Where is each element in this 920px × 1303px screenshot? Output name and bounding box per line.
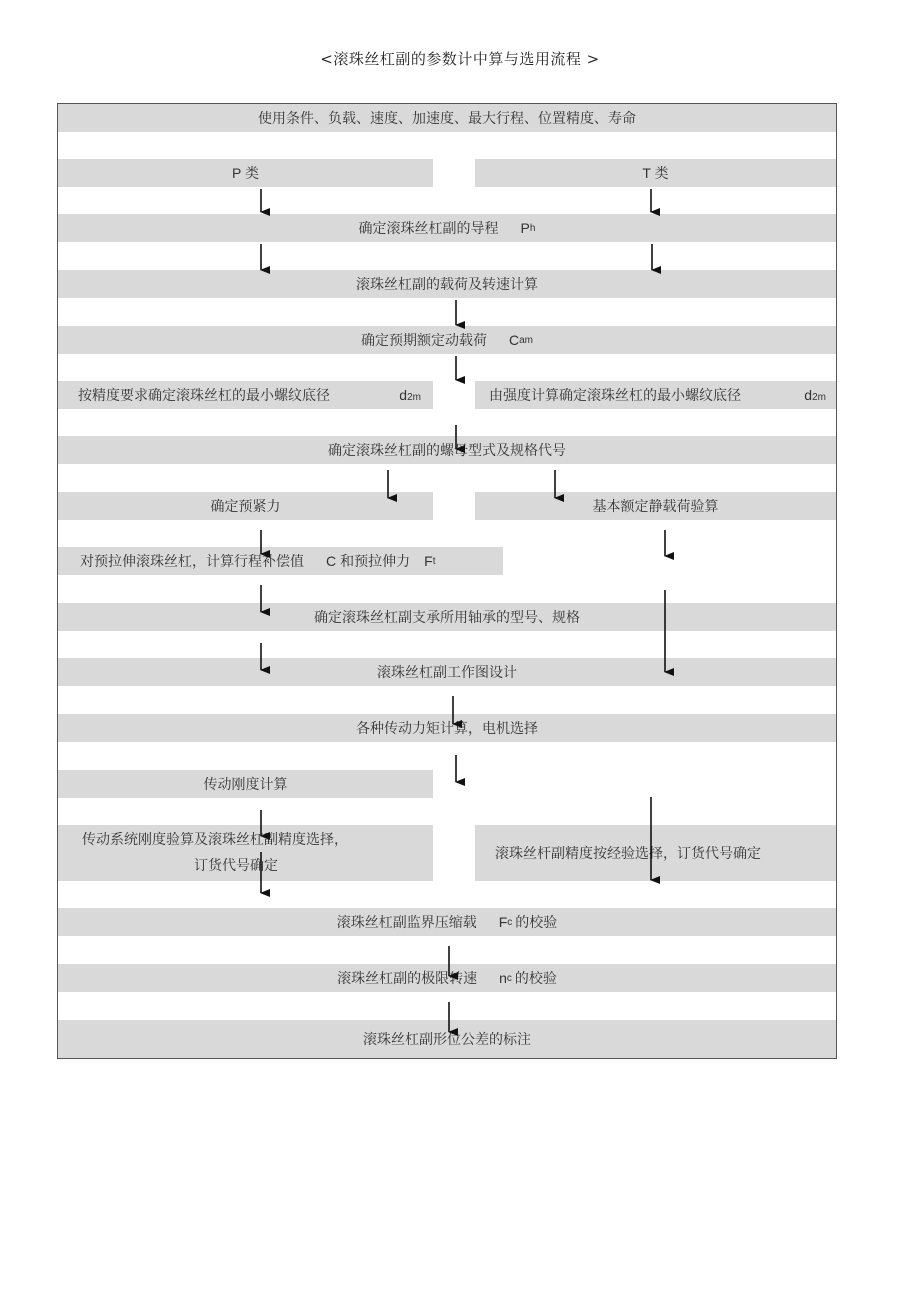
limit-speed-symbol: n	[499, 970, 507, 986]
stiffness-label: 传动刚度计算	[203, 777, 288, 793]
system-check-line1: 传动系统刚度验算及滚珠丝杠副精度选择，	[82, 832, 348, 848]
rated-load-subscript: am	[519, 334, 534, 346]
buckling-label: 滚珠丝杠副监界压缩载	[336, 915, 477, 931]
nut-type-label: 确定滚珠丝杠副的螺母型式及规格代号	[328, 443, 566, 459]
strength-diameter-symbol: d	[804, 386, 813, 403]
page-title: <滚珠丝杠副的参数计中算与选用流程 >	[320, 50, 600, 68]
t-class-label: T 类	[642, 165, 669, 181]
load-speed-label: 滚珠丝杠副的载荷及转速计算	[356, 277, 538, 293]
pretension-f-symbol: F	[424, 553, 433, 569]
lead-subscript: h	[529, 222, 536, 234]
system-check-line2: 订货代号确定	[194, 858, 278, 874]
lead-symbol: P	[520, 220, 530, 236]
buckling-subscript: c	[507, 916, 513, 928]
limit-speed-subscript: c	[506, 972, 512, 984]
rated-load-label: 确定预期额定动载荷	[360, 333, 487, 349]
preload-label: 确定预紧力	[210, 499, 281, 515]
strength-diameter-subscript: 2m	[812, 391, 826, 403]
limit-speed-tail: 的校验	[514, 971, 557, 987]
static-check-label: 基本额定静载荷验算	[592, 499, 719, 515]
pretension-c-symbol: C	[326, 553, 337, 569]
pretension-label: 对预拉伸滚珠丝杠，计算行程补偿值	[80, 554, 304, 570]
pretension-f-subscript: t	[432, 555, 436, 567]
precision-diameter-symbol: d	[399, 386, 408, 403]
conditions-label: 使用条件、负载、速度、加速度、最大行程、位置精度、寿命	[258, 111, 636, 127]
drawing-label: 滚珠丝杠副工作图设计	[377, 665, 517, 681]
lead-label: 确定滚珠丝杠副的导程	[358, 221, 499, 237]
rated-load-symbol: C	[508, 332, 520, 348]
precision-diameter-subscript: 2m	[407, 391, 421, 403]
strength-diameter-label: 由强度计算确定滚珠丝杠的最小螺纹底径	[489, 388, 741, 404]
buckling-tail: 的校验	[515, 915, 558, 931]
pretension-and-label: 和预拉伸力	[340, 554, 411, 570]
limit-speed-label: 滚珠丝杠副的极限转速	[337, 971, 478, 987]
precision-diameter-label: 按精度要求确定滚珠丝杠的最小螺纹底径	[78, 388, 330, 404]
torque-motor-label: 各种传动力矩计算，电机选择	[356, 721, 538, 737]
p-class-label: P 类	[232, 165, 259, 181]
tolerance-label: 滚珠丝杠副形位公差的标注	[363, 1032, 531, 1048]
bearing-label: 确定滚珠丝杠副支承所用轴承的型号、规格	[314, 610, 580, 626]
experience-select-label: 滚珠丝杆副精度按经验选择，订货代号确定	[495, 846, 761, 862]
buckling-symbol: F	[498, 914, 508, 930]
